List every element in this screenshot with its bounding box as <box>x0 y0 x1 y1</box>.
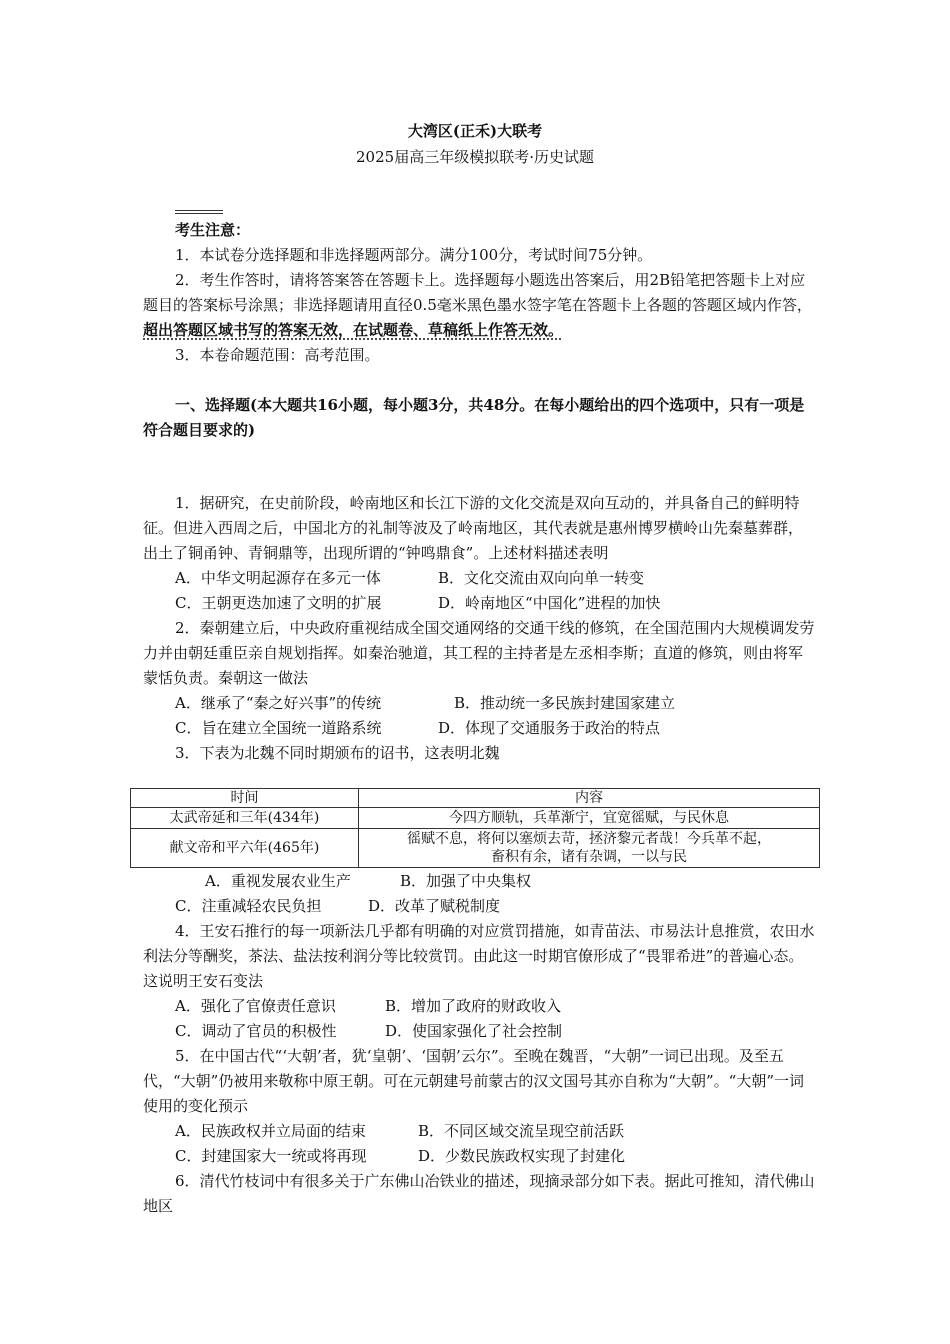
question-3-option-c: C．注重减轻农民负担 <box>175 897 322 915</box>
notice-item-2 <box>143 268 815 343</box>
question-1-option-d: D．岭南地区“中国化”进程的加快 <box>438 594 661 612</box>
notice-item-2-text: 2．考生作答时，请将答案答在答题卡上。选择题每小题选出答案后，用2B铅笔把答题卡上对应题目的答案标号涂黑；非选择题请用直径0.5毫米黑色墨水签字笔在答题卡上各题的答题区域内作答， <box>143 271 812 314</box>
table-cell-content-line: 徭赋不息，将何以塞烦去苛，拯济黎元者哉！今兵革不起， <box>407 831 771 847</box>
question-1-stem: 1．据研究，在史前阶段，岭南地区和长江下游的文化交流是双向互动的，并具备自己的鲜明特征。但进入西周之后，中国北方的礼制等波及了岭南地区，其代表就是惠州博罗横岭山先秦墓葬群，出土了铜甬钟、青铜鼎等，出现所谓的“钟鸣鼎食”。上述材料描述表明 <box>143 494 804 562</box>
question-2-option-a: A．继承了“秦之好兴事”的传统 <box>175 694 382 712</box>
notice-item-3: 3．本卷命题范围：高考范围。 <box>175 346 380 364</box>
question-5-option-c: C．封建国家大一统或将再现 <box>175 1147 367 1165</box>
question-4-option-c: C．调动了官员的积极性 <box>175 1022 337 1040</box>
question-5-option-d: D．少数民族政权实现了封建化 <box>418 1147 626 1165</box>
question-2-stem: 2．秦朝建立后，中央政府重视结成全国交通网络的交通干线的修筑，在全国范围内大规模调发劳力并由朝廷重臣亲自规划指挥。如秦治驰道，其工程的主持者是左丞相李斯；直道的修筑，则由将军蒙恬负责。秦朝这一做法 <box>143 619 815 687</box>
question-4-option-a: A．强化了官僚责任意识 <box>175 997 336 1015</box>
section-heading: 一、选择题(本大题共16小题，每小题3分，共48分。在每小题给出的四个选项中，只有一项是符合题目要求的) <box>143 396 805 439</box>
question-6-stem: 6．清代竹枝词中有很多关于广东佛山冶铁业的描述，现摘录部分如下表。据此可推知，清代佛山地区 <box>143 1172 815 1215</box>
table-cell-time: 献文帝和平六年(465年) <box>131 829 359 868</box>
question-3-option-a: A．重视发展农业生产 <box>205 872 351 890</box>
edict-table <box>130 788 820 868</box>
table-header-time: 时间 <box>131 789 359 808</box>
question-3-option-d: D．改革了赋税制度 <box>368 897 501 915</box>
question-3-stem: 3．下表为北魏不同时期颁布的诏书，这表明北魏 <box>175 744 500 762</box>
table-cell-content: 今四方顺轨，兵革渐宁，宜宽徭赋，与民休息 <box>359 808 820 829</box>
question-4-option-d: D．使国家强化了社会控制 <box>385 1022 563 1040</box>
question-4-stem: 4．王安石推行的每一项新法几乎都有明确的对应赏罚措施，如青苗法、市易法计息推赏，农田水利法分等酬奖，茶法、盐法按利润分等比较赏罚。由此这一时期官僚形成了“畏罪希进”的普遍心态。这说明王安石变法 <box>143 922 815 990</box>
question-1-option-c: C．王朝更迭加速了文明的扩展 <box>175 594 382 612</box>
question-5-stem: 5．在中国古代“‘大朝’者，犹‘皇朝’、‘国朝’云尔”。至晚在魏晋，“大朝”一词已出现。及至五代，“大朝”仍被用来敬称中原王朝。可在元朝建号前蒙古的汉文国号其亦自称为“大朝”。“大朝”一词使用的变化预示 <box>143 1047 805 1115</box>
table-cell-content-line: 畜积有余，诸有杂调，一以与民 <box>491 849 687 865</box>
notice-divider <box>175 210 223 214</box>
question-1-option-a: A．中华文明起源存在多元一体 <box>175 569 381 587</box>
notice-item-1: 1．本试卷分选择题和非选择题两部分。满分100分，考试时间75分钟。 <box>175 246 653 264</box>
notice-heading: 考生注意： <box>175 221 251 239</box>
exam-title: 大湾区(正禾)大联考 <box>407 122 543 140</box>
question-4-option-b: B．增加了政府的财政收入 <box>385 997 562 1015</box>
table-header-row <box>131 789 820 808</box>
question-5-option-a: A．民族政权并立局面的结束 <box>175 1122 366 1140</box>
table-cell-content <box>359 829 820 868</box>
table-cell-time: 太武帝延和三年(434年) <box>131 808 359 829</box>
table-row <box>131 808 820 829</box>
question-3-option-b: B．加强了中央集权 <box>400 872 532 890</box>
table-header-content: 内容 <box>359 789 820 808</box>
question-2-option-b: B．推动统一多民族封建国家建立 <box>454 694 676 712</box>
exam-subtitle: 2025届高三年级模拟联考·历史试题 <box>356 148 594 166</box>
question-5-option-b: B．不同区域交流呈现空前活跃 <box>418 1122 625 1140</box>
question-2-option-c: C．旨在建立全国统一道路系统 <box>175 719 382 737</box>
question-1-option-b: B．文化交流由双向向单一转变 <box>438 569 645 587</box>
question-2-option-d: D．体现了交通服务于政治的特点 <box>438 719 661 737</box>
notice-item-2-emphasis: 超出答题区域书写的答案无效，在试题卷、草稿纸上作答无效。 <box>143 321 564 339</box>
table-row <box>131 829 820 868</box>
